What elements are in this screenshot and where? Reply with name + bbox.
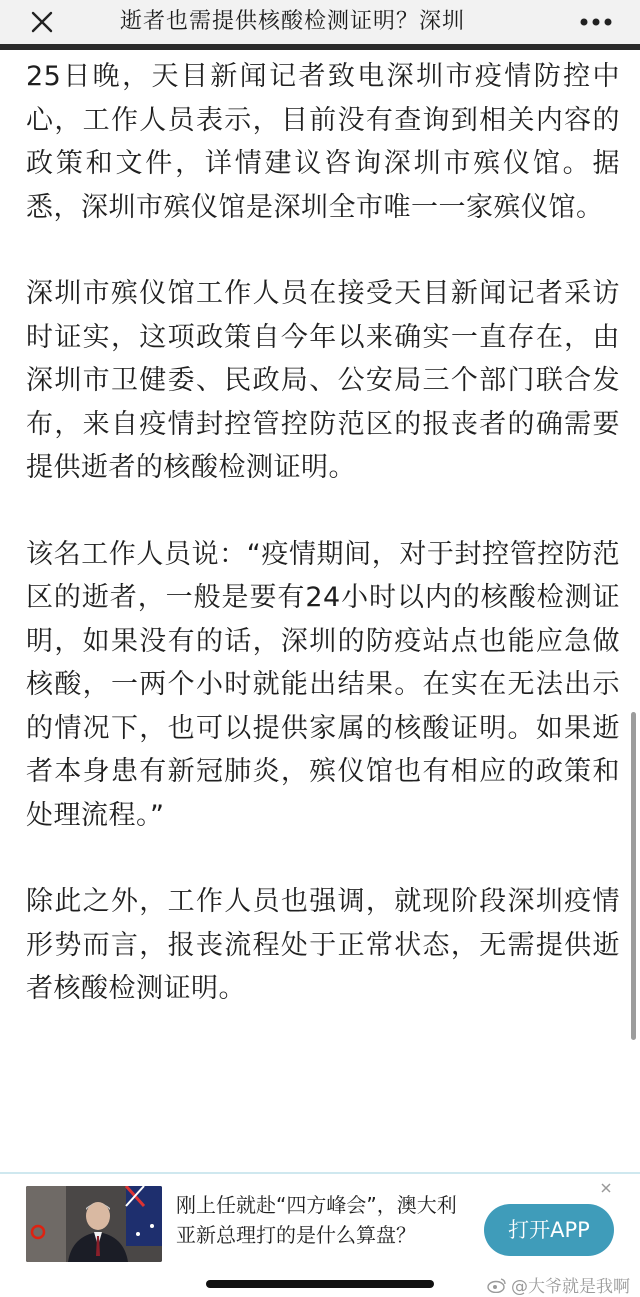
ad-headline[interactable]: 刚上任就赴“四方峰会”，澳大利亚新总理打的是什么算盘？ (176, 1193, 457, 1247)
top-bar (0, 0, 640, 44)
more-dots-icon (580, 18, 612, 26)
scrollbar-thumb[interactable] (631, 712, 636, 1040)
weibo-icon (487, 1277, 507, 1293)
ad-thumbnail[interactable] (26, 1186, 162, 1262)
article-paragraph: 25日晚，天目新闻记者致电深圳市疫情防控中心，工作人员表示，目前没有查询到相关内容的政策和文件，详情建议咨询深圳市殡仪馆。据悉，深圳市殡仪馆是深圳全市唯一一家殡仪馆。 (26, 61, 620, 223)
watermark (487, 1272, 630, 1297)
watermark-text: @大爷就是我啊 (511, 1277, 630, 1297)
page-title-container (120, 0, 520, 44)
close-icon (30, 10, 54, 34)
more-button[interactable] (576, 6, 616, 38)
article-paragraph: 深圳市殡仪馆工作人员在接受天目新闻记者采访时证实，这项政策自今年以来确实一直存在，由深圳市卫健委、民政局、公安局三个部门联合发布，来自疫情封控管控防范区的报丧者的确需要提供逝者的核酸检测证明。 (26, 278, 620, 483)
header-divider (0, 44, 640, 50)
article-body (26, 55, 620, 1054)
news-photo-image (26, 1186, 162, 1262)
article-paragraph: 该名工作人员说：“疫情期间，对于封控管控防范区的逝者，一般是要有24小时以内的核酸检测证明，如果没有的话，深圳的防疫站点也能应急做核酸，一两个小时就能出结果。在实在无法出示的情况下，也可以提供家属的核酸证明。如果逝者本身患有新冠肺炎，殡仪馆也有相应的政策和处理流程。” (26, 538, 620, 831)
close-button[interactable] (24, 4, 60, 40)
ad-close-button[interactable] (598, 1180, 614, 1196)
title-fade (470, 0, 520, 44)
home-indicator[interactable] (206, 1280, 434, 1288)
ad-close-icon (601, 1183, 611, 1193)
article-paragraph: 除此之外，工作人员也强调，就现阶段深圳疫情形势而言，报丧流程处于正常状态，无需提供逝者核酸检测证明。 (26, 886, 620, 1004)
page-title: 逝者也需提供核酸检测证明？深圳 (120, 9, 466, 34)
open-app-button[interactable]: 打开APP (484, 1204, 614, 1256)
recommendation-card[interactable] (0, 1174, 640, 1297)
